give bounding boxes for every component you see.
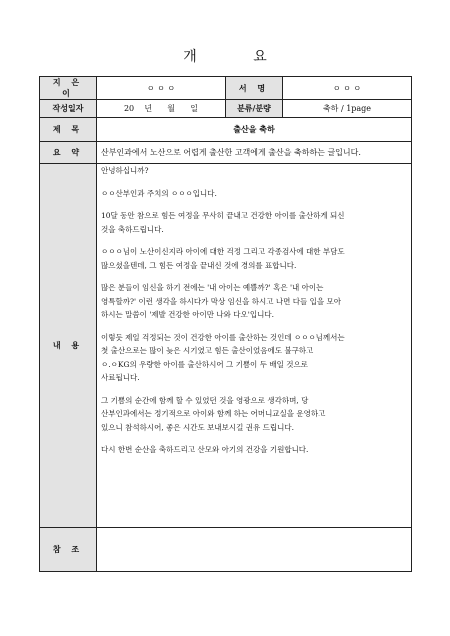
content-paragraph: 많은 분들이 임신을 하기 전에는 '내 아이는 예쁠까?' 혹은 '내 아이는 영특할까?' 이런 생각을 하시다가 막상 임신을 하시고 나면 다들 입을 모아 하시는 말씀이 '제발 건강한 아이만 나와 다오'입니다. bbox=[101, 283, 342, 319]
category-value: 축하 / 1page bbox=[283, 100, 412, 118]
content-paragraph: 안녕하십니까? bbox=[101, 166, 149, 175]
document-title: 개 요 bbox=[183, 49, 293, 65]
content-paragraph: 다시 한번 순산을 축하드리고 산모와 아기의 건강을 기원합니다. bbox=[101, 445, 309, 454]
content-paragraph: 10달 동안 참으로 힘든 여정을 무사히 끝내고 건강한 아이를 출산하게 되신 것을 축하드립니다. bbox=[101, 211, 345, 234]
summary-form-table bbox=[39, 76, 412, 572]
content-paragraph: 그 기쁨의 순간에 함께 할 수 있었던 것을 영광으로 생각하며, 당 산부인과에서는 정기적으로 아이와 함께 하는 어머니교실을 운영하고 있으니 참석하시어, 좋은 시간도 보내보시길 권유 드립니다. bbox=[101, 395, 326, 432]
content-paragraph: ㅇㅇㅇ님이 노산이신지라 아이에 대한 걱정 그리고 각종검사에 대한 부담도 많으셨을텐데, 그 힘든 여정을 끝내신 것에 경의를 표합니다. bbox=[101, 247, 345, 270]
signature-value: ㅇ ㅇ ㅇ bbox=[283, 77, 412, 100]
author-value: ㅇ ㅇ ㅇ bbox=[97, 77, 226, 100]
content-paragraph: 이렇듯 제일 걱정되는 것이 건강한 아이를 출산하는 것인데 ㅇㅇㅇ님께서는 첫 출산으로는 많이 늦은 시기였고 힘든 출산이었음에도 불구하고 ㅇ.ㅇKG의 우량한 아이를 출산하시어 그 기쁨이 두 배일 것으로 사료됩니다. bbox=[101, 332, 345, 382]
subject-value: 출산을 축하 bbox=[97, 118, 412, 142]
summary-value: 산부인과에서 노산으로 어렵게 출산한 고객에게 출산을 축하하는 글입니다. bbox=[97, 142, 412, 164]
signature-label: 서 명 bbox=[226, 77, 283, 100]
reference-value bbox=[97, 528, 412, 572]
reference-label: 참 조 bbox=[40, 528, 97, 572]
subject-label: 제 목 bbox=[40, 118, 97, 142]
category-label: 분류/분량 bbox=[226, 100, 283, 118]
date-label: 작성일자 bbox=[40, 100, 97, 118]
author-label: 지 은 이 bbox=[40, 77, 97, 100]
content-body bbox=[97, 164, 412, 528]
date-value: 20 년 월 일 bbox=[97, 100, 226, 118]
content-paragraph: ㅇㅇ산부인과 주치의 ㅇㅇㅇ입니다. bbox=[101, 188, 217, 198]
content-label: 내 용 bbox=[40, 164, 97, 528]
summary-label: 요 약 bbox=[40, 142, 97, 164]
